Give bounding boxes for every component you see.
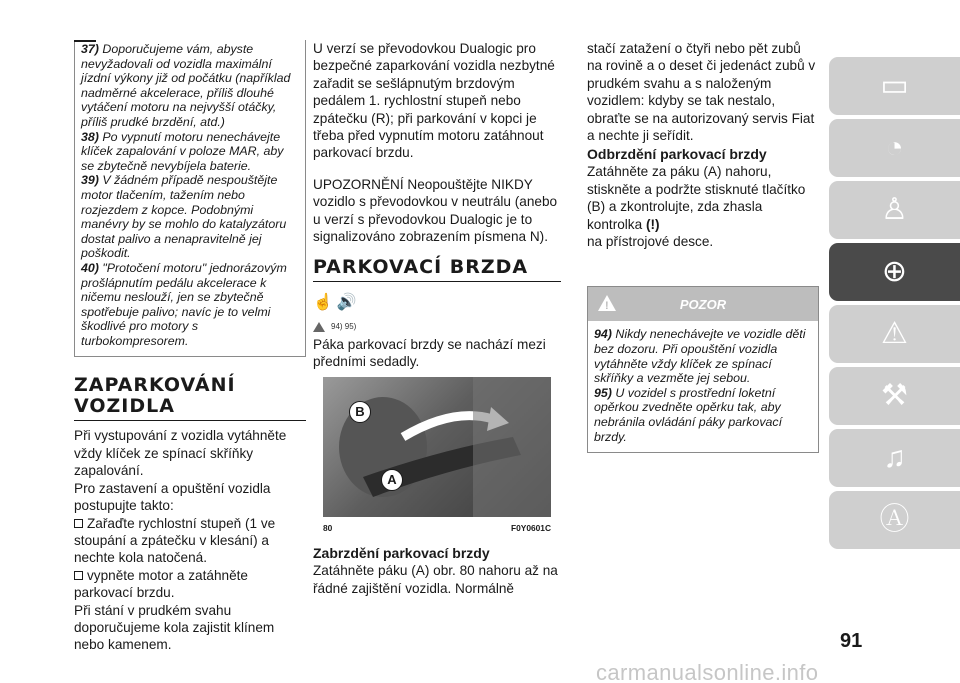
column-middle — [313, 40, 561, 597]
paragraph: Páka parkovací brzdy se nachází mezi předními sedadly. — [313, 336, 546, 370]
paragraph: Zatáhněte páku (A) obr. 80 nahoru až na řádné zajištění vozidla. Normálně — [313, 563, 558, 596]
car-dashboard-icon: ▭ — [880, 69, 909, 102]
note-94: 94) Nikdy nenechávejte ve vozidle děti bez dozoru. Při opouštění vozidla vytáhněte vždy klíček ze spínací skříňky a vezměte jej sebou. — [594, 327, 806, 386]
alphabetical-index-icon: Ⓐ — [879, 503, 910, 536]
handbrake-illustration — [323, 377, 551, 517]
subheading: Odbrzdění parkovací brzdy — [587, 146, 767, 163]
tab-multimedia[interactable] — [829, 429, 960, 487]
tab-safety[interactable] — [829, 181, 960, 239]
chapter-tabs — [829, 57, 960, 553]
paragraph: na přístrojové desce. — [587, 234, 714, 250]
tab-instruments[interactable] — [829, 119, 960, 177]
section-title-parking: ZAPARKOVÁNÍ VOZIDLA — [74, 375, 306, 421]
tab-index[interactable] — [829, 491, 960, 549]
dashboard-gauge-icon: ◔ — [885, 131, 904, 164]
section-title-parking-brake: PARKOVACÍ BRZDA — [313, 257, 561, 282]
bullet-square-icon — [74, 571, 83, 580]
warning-box-header: ! POZOR — [588, 287, 818, 321]
paragraph: Pro zastavení a opuštění vozidla postupujte takto: — [74, 480, 271, 514]
paragraph: Zatáhněte za páku (A) nahoru, stiskněte a podržte stisknuté tlačítko (B) a zkontrolujte, zda zhasla kontrolka (!) — [587, 164, 806, 232]
warning-box-body — [588, 321, 818, 452]
bullet-square-icon — [74, 519, 83, 528]
note-39: 39) V žádném případě nespouštějte motor tlačením, tažením nebo rozjezdem z kopce. Podobnými manévry by se mohlo do katalyzátoru dostat palivo a nenapravitelně jej poškodit. — [81, 173, 287, 261]
paragraph: Při stání v prudkém svahu doporučujeme kola zajistit klínem nebo kamenem. — [74, 602, 275, 653]
note-40: 40) "Protočení motoru" jednorázovým prošlápnutím pedálu akcelerace k ničemu neslouží, jen se zbytečně spotřebuje palivo; navíc je to velmi škodlivé pro motory s turbokompresorem. — [81, 260, 287, 348]
page-number: 91 — [840, 630, 863, 652]
note-95: 95) U vozidel s prostřední loketní opěrkou zvedněte opěrku tak, aby nebránila ovládání páky parkovací brzdy. — [594, 385, 783, 444]
bullet-item: Zařaďte rychlostní stupeň (1 ve stoupání a zpátečku v klesání) a nechte kola natočená. — [74, 515, 276, 566]
column-right — [587, 40, 819, 453]
watermark: carmanualsonline.info — [596, 660, 819, 683]
key-steering-wheel-icon: ⊕ — [881, 255, 908, 288]
warning-triangle-icon: ! — [598, 295, 616, 311]
warning-box — [587, 286, 819, 453]
callout-a: A — [381, 469, 403, 491]
paragraph: stačí zatažení o čtyři nebo pět zubů na rovině a o deset či jedenáct zubů v prudkém svahu a s naloženým vozidlem: kdyby se tak nestalo, obraťte se na autorizovaný servis Fiat a nechte ji seřídit. — [587, 41, 816, 144]
wrench-car-icon: ⚒ — [881, 379, 908, 412]
speaker-icon: 🔊 — [336, 293, 357, 311]
note-37: 37) Doporučujeme vám, abyste nevyžadovali od vozidla maximální jízdní výkony již od počátku (například nadměrné akcelerace, příliš dlouhé vytáčení motoru na nejvyšší otáčky, příliš prudké brzdění, atd.) — [81, 42, 291, 129]
warning-references: 94) 95) — [313, 318, 561, 335]
tab-emergency[interactable] — [829, 305, 960, 363]
seat-belt-icon: ♙ — [881, 193, 908, 226]
warning-road-icon: ⚠ — [881, 317, 908, 350]
bullet-item: vypněte motor a zatáhněte parkovací brzdu. — [74, 567, 248, 601]
note-38: 38) Po vypnutí motoru nenechávejte klíček zapalování v poloze MAR, aby se zbytečně nevybíjela baterie. — [81, 129, 284, 173]
paragraph: U verzí se převodovkou Dualogic pro bezpečné zaparkování vozidla nezbytné zařadit se sešlápnutým brzdovým pedálem 1. rychlostní stupeň nebo zpátečku (R); při parkování v kopci je třeba před vypnutím motoru zatáhnout parkovací brzdu. — [313, 41, 555, 161]
seat-side — [473, 377, 551, 517]
fingertip-hand-icon: ☝ — [313, 293, 333, 311]
figure-caption: 80 F0Y0601C — [323, 522, 551, 533]
reference-icons — [313, 290, 561, 314]
brake-warning-light-icon: (!) — [645, 216, 660, 232]
handbrake-figure — [323, 377, 551, 517]
warning-triangle-icon — [313, 322, 325, 332]
tab-starting-driving[interactable] — [829, 243, 960, 301]
multimedia-icon: ♫ — [883, 441, 906, 474]
tab-dashboard[interactable] — [829, 57, 960, 115]
warning-paragraph: UPOZORNĚNÍ Neopouštějte NIKDY vozidlo s převodovkou v neutrálu (anebo u verzí s převodovkou Dualogic je to signalizováno zobrazením písmena N). — [313, 176, 558, 245]
paragraph: Při vystupování z vozidla vytáhněte vždy klíček ze spínací skříňky zapalování. — [74, 428, 287, 479]
tab-maintenance[interactable] — [829, 367, 960, 425]
subheading: Zabrzdění parkovací brzdy — [313, 545, 490, 562]
notes-box — [74, 40, 306, 357]
column-left — [74, 40, 306, 654]
callout-b: B — [349, 401, 371, 423]
